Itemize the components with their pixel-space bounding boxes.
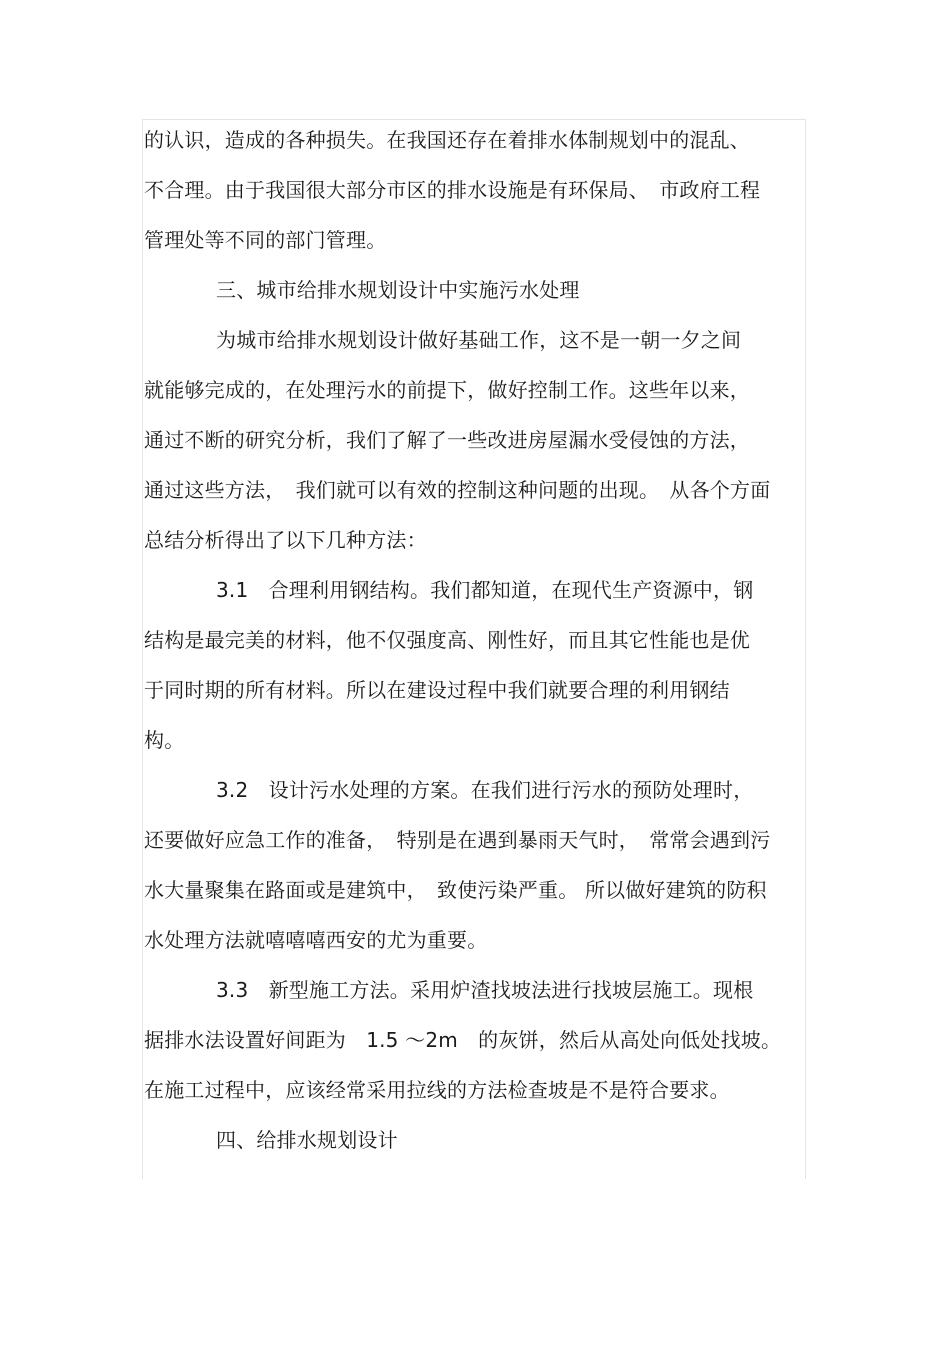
text-line: 就能够完成的，在处理污水的前提下，做好控制工作。这些年以来， xyxy=(144,378,750,402)
text-line: 还要做好应急工作的准备， 特别是在遇到暴雨天气时， 常常会遇到污 xyxy=(144,828,771,852)
text-line: 通过这些方法， 我们就可以有效的控制这种问题的出现。 从各个方面 xyxy=(144,478,771,502)
text-line: 在施工过程中，应该经常采用拉线的方法检查坡是不是符合要求。 xyxy=(144,1078,730,1102)
text-line: 为城市给排水规划设计做好基础工作，这不是一朝一夕之间 xyxy=(216,328,742,352)
numbered-item-3-2: 3.2 设计污水处理的方案。在我们进行污水的预防处理时， xyxy=(216,778,754,802)
text-line: 总结分析得出了以下几种方法： xyxy=(144,528,427,552)
text-line: 于同时期的所有材料。所以在建设过程中我们就要合理的利用钢结 xyxy=(144,678,730,702)
text-line: 水大量聚集在路面或是建筑中， 致使污染严重。 所以做好建筑的防积 xyxy=(144,878,767,902)
text-line: 结构是最完美的材料，他不仅强度高、刚性好，而且其它性能也是优 xyxy=(144,628,750,652)
text-line: 的认识，造成的各种损失。在我国还存在着排水体制规划中的混乱、 xyxy=(144,128,750,152)
numbered-item-3-1: 3.1 合理利用钢结构。我们都知道，在现代生产资源中，钢 xyxy=(216,578,754,602)
text-line: 水处理方法就嘻嘻嘻西安的尤为重要。 xyxy=(144,928,488,952)
section-heading: 三、城市给排水规划设计中实施污水处理 xyxy=(216,278,580,302)
text-line: 据排水法设置好间距为 1.5 ～2m 的灰饼，然后从高处向低处找坡。 xyxy=(144,1028,782,1052)
numbered-item-3-3: 3.3 新型施工方法。采用炉渣找坡法进行找坡层施工。现根 xyxy=(216,978,754,1002)
text-line: 不合理。由于我国很大部分市区的排水设施是有环保局、 市政府工程 xyxy=(144,178,761,202)
text-line: 构。 xyxy=(144,728,185,752)
text-line: 管理处等不同的部门管理。 xyxy=(144,228,387,252)
text-line: 通过不断的研究分析，我们了解了一些改进房屋漏水受侵蚀的方法， xyxy=(144,428,750,452)
section-heading: 四、给排水规划设计 xyxy=(216,1128,398,1152)
